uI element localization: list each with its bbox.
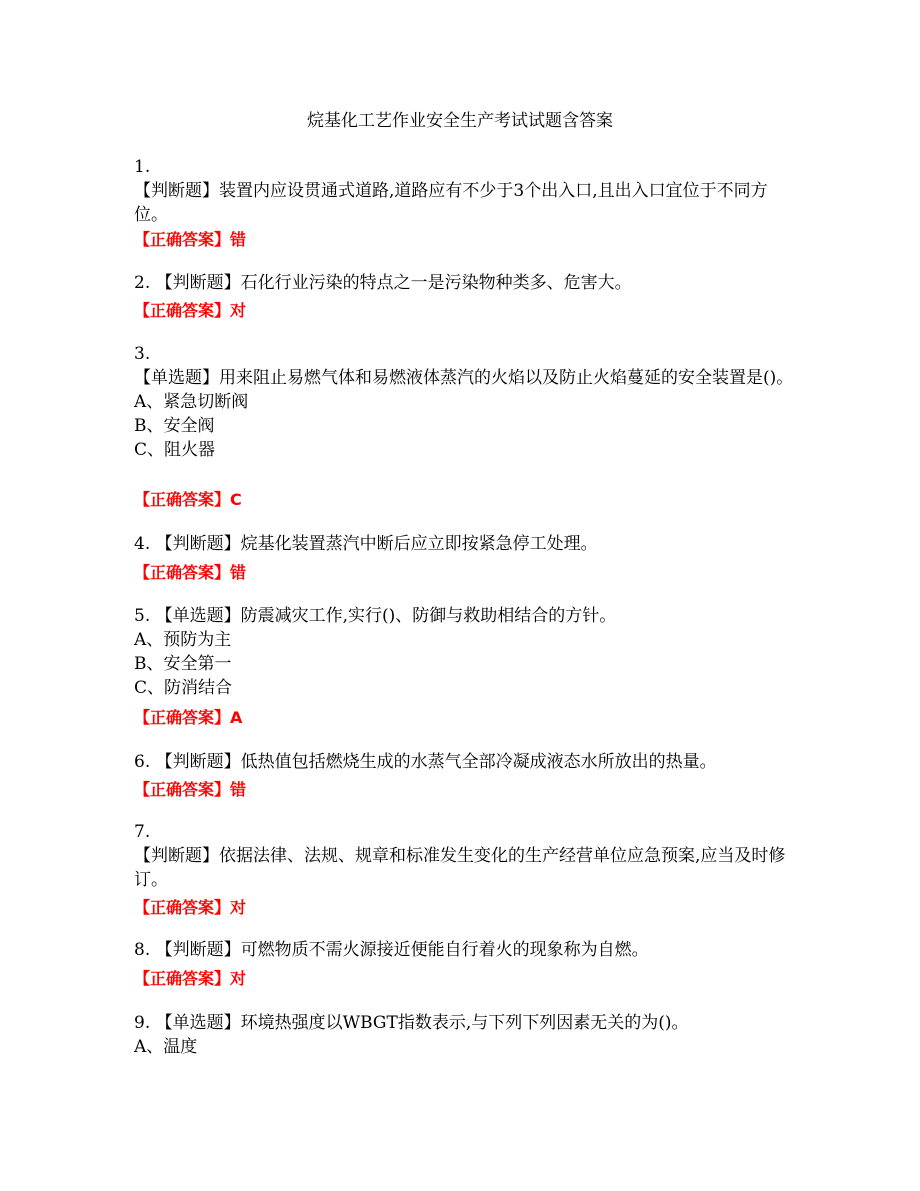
- question-text: 【判断题】依据法律、法规、规章和标准发生变化的生产经营单位应急预案,应当及时修订。: [134, 846, 786, 890]
- question-1: [134, 155, 794, 227]
- document-title: 烷基化工艺作业安全生产考试试题含答案: [307, 111, 613, 131]
- option-a: A、温度: [134, 1037, 198, 1057]
- answer-7: [134, 896, 246, 920]
- answer-2: [134, 299, 246, 323]
- question-text: 【单选题】用来阻止易燃气体和易燃液体蒸汽的火焰以及防止火焰蔓延的安全装置是()。: [134, 368, 794, 388]
- question-4: [134, 532, 794, 556]
- question-number: 3.: [134, 344, 151, 364]
- option-c: C、阻火器: [134, 440, 216, 460]
- question-2: [134, 271, 794, 295]
- answer-value: 对: [230, 301, 247, 320]
- option-b: B、安全第一: [134, 654, 232, 674]
- answer-label: 【正确答案】: [134, 301, 231, 320]
- option-a: A、预防为主: [134, 630, 232, 650]
- answer-3: [134, 488, 242, 512]
- answer-8: [134, 967, 246, 991]
- answer-label: 【正确答案】: [134, 708, 231, 727]
- question-6: [134, 750, 794, 774]
- question-9: [134, 1011, 794, 1059]
- option-b: B、安全阀: [134, 416, 215, 436]
- question-8: [134, 938, 794, 962]
- answer-label: 【正确答案】: [134, 563, 231, 582]
- question-text: 【单选题】环境热强度以WBGT指数表示,与下列下列因素无关的为()。: [155, 1013, 689, 1033]
- answer-value: 对: [230, 898, 247, 917]
- option-c: C、防消结合: [134, 678, 233, 698]
- answer-value: C: [230, 490, 242, 509]
- answer-6: [134, 778, 246, 802]
- answer-4: [134, 561, 246, 585]
- answer-label: 【正确答案】: [134, 230, 231, 249]
- answer-label: 【正确答案】: [134, 898, 231, 917]
- question-text: 【单选题】防震减灾工作,实行()、防御与救助相结合的方针。: [155, 606, 617, 626]
- question-7: [134, 820, 794, 892]
- question-number: 8.: [134, 940, 151, 960]
- answer-label: 【正确答案】: [134, 490, 231, 509]
- question-5: [134, 604, 794, 700]
- question-number: 5.: [134, 606, 151, 626]
- question-number: 4.: [134, 534, 151, 554]
- answer-1: [134, 228, 246, 252]
- answer-value: A: [230, 708, 243, 727]
- answer-value: 错: [230, 230, 247, 249]
- question-text: 【判断题】低热值包括燃烧生成的水蒸气全部冷凝成液态水所放出的热量。: [155, 752, 717, 772]
- question-text: 【判断题】石化行业污染的特点之一是污染物种类多、危害大。: [155, 273, 632, 293]
- question-number: 6.: [134, 752, 151, 772]
- answer-value: 错: [230, 780, 247, 799]
- question-number: 1.: [134, 157, 151, 177]
- question-3: [134, 342, 794, 462]
- answer-5: [134, 706, 242, 730]
- answer-label: 【正确答案】: [134, 780, 231, 799]
- question-number: 7.: [134, 822, 151, 842]
- question-text: 【判断题】可燃物质不需火源接近便能自行着火的现象称为自燃。: [155, 940, 649, 960]
- option-a: A、紧急切断阀: [134, 392, 249, 412]
- question-text: 【判断题】烷基化装置蒸汽中断后应立即按紧急停工处理。: [155, 534, 598, 554]
- answer-value: 对: [230, 969, 247, 988]
- question-number: 2.: [134, 273, 151, 293]
- answer-value: 错: [230, 563, 247, 582]
- answer-label: 【正确答案】: [134, 969, 231, 988]
- question-number: 9.: [134, 1013, 151, 1033]
- question-text: 【判断题】装置内应设贯通式道路,道路应有不少于3个出入口,且出入口宜位于不同方位。: [134, 181, 768, 225]
